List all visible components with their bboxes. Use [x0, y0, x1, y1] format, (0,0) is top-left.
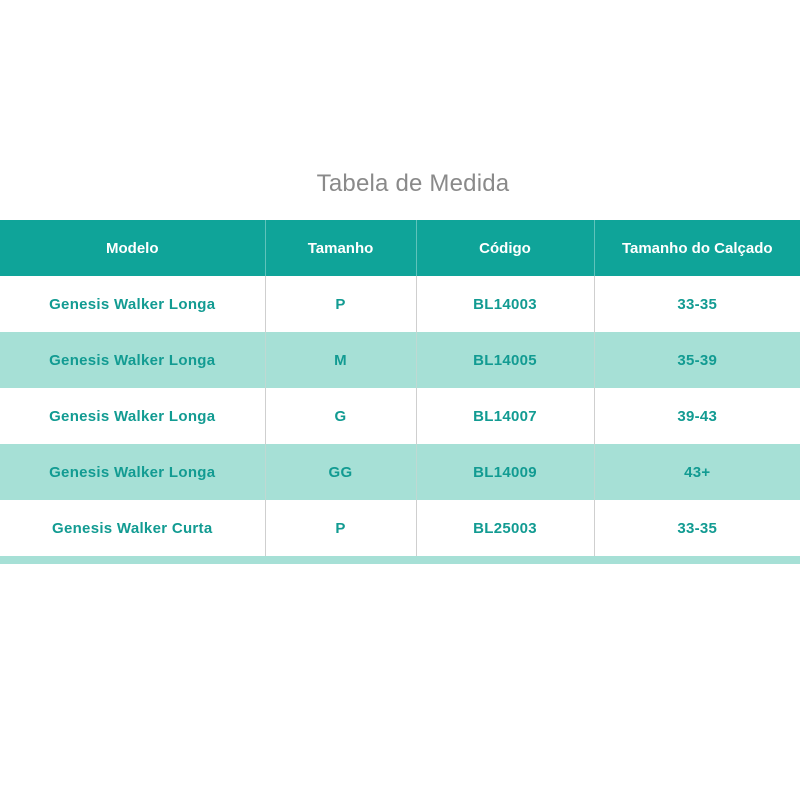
cell-tamanho: P: [265, 500, 416, 556]
cell-tamanho-calcado: 39-43: [677, 407, 718, 425]
header-tamanho: Tamanho: [265, 220, 416, 276]
table-row: [0, 332, 800, 388]
table-row: [0, 500, 800, 556]
cell-tamanho-calcado: 35-39: [677, 351, 718, 369]
cell-modelo: Genesis Walker Longa: [0, 332, 265, 388]
cell-codigo: BL25003: [416, 500, 594, 556]
page-title: Tabela de Medida: [316, 170, 510, 197]
cell-codigo: BL14005: [416, 332, 594, 388]
cell-codigo: BL14009: [416, 444, 594, 500]
header-tamanho-calcado: Tamanho do Calçado: [621, 239, 773, 257]
cell-tamanho: GG: [265, 444, 416, 500]
cell-tamanho-calcado: 43+: [684, 463, 711, 481]
cell-modelo: Genesis Walker Curta: [0, 500, 265, 556]
cell-modelo: Genesis Walker Longa: [0, 444, 265, 500]
cell-tamanho: G: [265, 388, 416, 444]
cell-modelo: Genesis Walker Longa: [0, 276, 265, 332]
header-modelo: Modelo: [0, 220, 265, 276]
cell-tamanho-calcado: 33-35: [677, 295, 718, 313]
cell-tamanho: M: [265, 332, 416, 388]
table-row: [0, 444, 800, 500]
table-header-row: [0, 220, 800, 276]
size-table: [0, 220, 800, 556]
cell-tamanho-calcado: 33-35: [677, 519, 718, 537]
cell-tamanho: P: [265, 276, 416, 332]
table-row: [0, 388, 800, 444]
header-codigo: Código: [416, 220, 594, 276]
table-bottom-stripe: [0, 556, 800, 564]
cell-codigo: BL14003: [416, 276, 594, 332]
cell-codigo: BL14007: [416, 388, 594, 444]
table-row: [0, 276, 800, 332]
cell-modelo: Genesis Walker Longa: [0, 388, 265, 444]
